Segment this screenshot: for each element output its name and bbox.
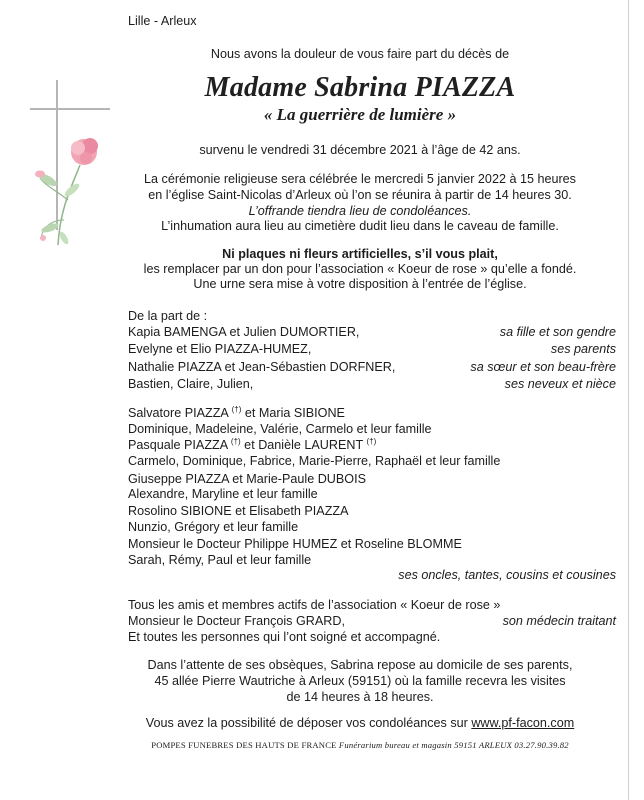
rest-line-1: Dans l’attente de ses obsèques, Sabrina repose au domicile de ses parents,: [147, 658, 573, 672]
donation-line-1: les remplacer par un don pour l’association « Koeur de rose » qu’elle a fondé.: [143, 262, 577, 276]
family-names-3: Nathalie PIAZZA et Jean-Sébastien DORFNER,: [128, 360, 396, 374]
rest-line-2: 45 allée Pierre Wautriche à Arleux (59151) où la famille recevra les visites: [154, 674, 566, 688]
friends-line-1: Tous les amis et membres actifs de l’association « Koeur de rose »: [128, 598, 501, 612]
ceremony-line-1: La cérémonie religieuse sera célébrée le mercredi 5 janvier 2022 à 15 heures: [144, 172, 576, 186]
extended-line-1: Salvatore PIAZZA (†) et Maria SIBIONE: [128, 404, 345, 420]
extended-line-8: Nunzio, Grégory et leur famille: [128, 520, 299, 534]
deceased-name: Madame Sabrina PIAZZA: [204, 72, 516, 103]
family-names-2: Evelyne et Elio PIAZZA-HUMEZ,: [128, 342, 312, 356]
family-names-1: Kapia BAMENGA et Julien DUMORTIER,: [128, 325, 360, 339]
friends-line-3: Et toutes les personnes qui l’ont soigné et accompagné.: [128, 630, 441, 644]
extended-relation: ses oncles, tantes, cousins et cousines: [398, 568, 616, 582]
ceremony-line-2: en l’église Saint-Nicolas d’Arleux où l’on se réunira à partir de 14 heures 30.: [148, 188, 572, 202]
footer-company: POMPES FUNEBRES DES HAUTS DE FRANCE: [151, 740, 337, 750]
extended-line-2: Dominique, Madeleine, Valérie, Carmelo et leur famille: [128, 422, 432, 436]
friends-line-2: Monsieur le Docteur François GRARD,: [128, 614, 345, 628]
condolences-line: Vous avez la possibilité de déposer vos condoléances sur www.pf-facon.com: [145, 716, 575, 730]
ceremony-line-3: L’offrande tiendra lieu de condoléances.: [248, 204, 472, 218]
death-line: survenu le vendredi 31 décembre 2021 à l’âge de 42 ans.: [199, 143, 521, 157]
page-border: [628, 0, 629, 800]
no-flowers-notice: Ni plaques ni fleurs artificielles, s’il vous plait,: [222, 247, 498, 261]
location-header: Lille - Arleux: [128, 14, 197, 28]
family-relation-1: sa fille et son gendre: [499, 325, 616, 339]
ceremony-line-4: L’inhumation aura lieu au cimetière dudit lieu dans le caveau de famille.: [161, 219, 559, 233]
extended-line-10: Sarah, Rémy, Paul et leur famille: [128, 553, 312, 567]
extended-line-7: Rosolino SIBIONE et Elisabeth PIAZZA: [128, 504, 349, 518]
extended-line-4: Carmelo, Dominique, Fabrice, Marie-Pierre, Raphaël et leur famille: [128, 454, 501, 468]
rest-line-3: de 14 heures à 18 heures.: [286, 690, 434, 704]
family-names-4: Bastien, Claire, Julien,: [128, 377, 254, 391]
from-label: De la part de :: [128, 309, 208, 323]
family-relation-3: sa sœur et son beau-frère: [470, 360, 616, 374]
extended-line-6: Alexandre, Maryline et leur famille: [128, 487, 318, 501]
extended-line-3: Pasquale PIAZZA (†) et Danièle LAURENT (†): [128, 436, 377, 452]
friends-relation: son médecin traitant: [502, 614, 616, 628]
condolences-link[interactable]: www.pf-facon.com: [471, 716, 575, 730]
nickname: « La guerrière de lumière »: [263, 105, 457, 124]
footer: [100, 740, 620, 750]
family-relation-2: ses parents: [550, 342, 616, 356]
intro-text: Nous avons la douleur de vous faire part du décès de: [210, 47, 510, 61]
extended-line-5: Giuseppe PIAZZA et Marie-Paule DUBOIS: [128, 472, 366, 486]
extended-line-9: Monsieur le Docteur Philippe HUMEZ et Roseline BLOMME: [128, 537, 462, 551]
donation-line-2: Une urne sera mise à votre disposition à l’entrée de l’église.: [193, 277, 527, 291]
family-relation-4: ses neveux et nièce: [504, 377, 616, 391]
footer-detail: Funérarium bureau et magasin 59151 ARLEUX 03.27.90.39.82: [336, 740, 569, 750]
